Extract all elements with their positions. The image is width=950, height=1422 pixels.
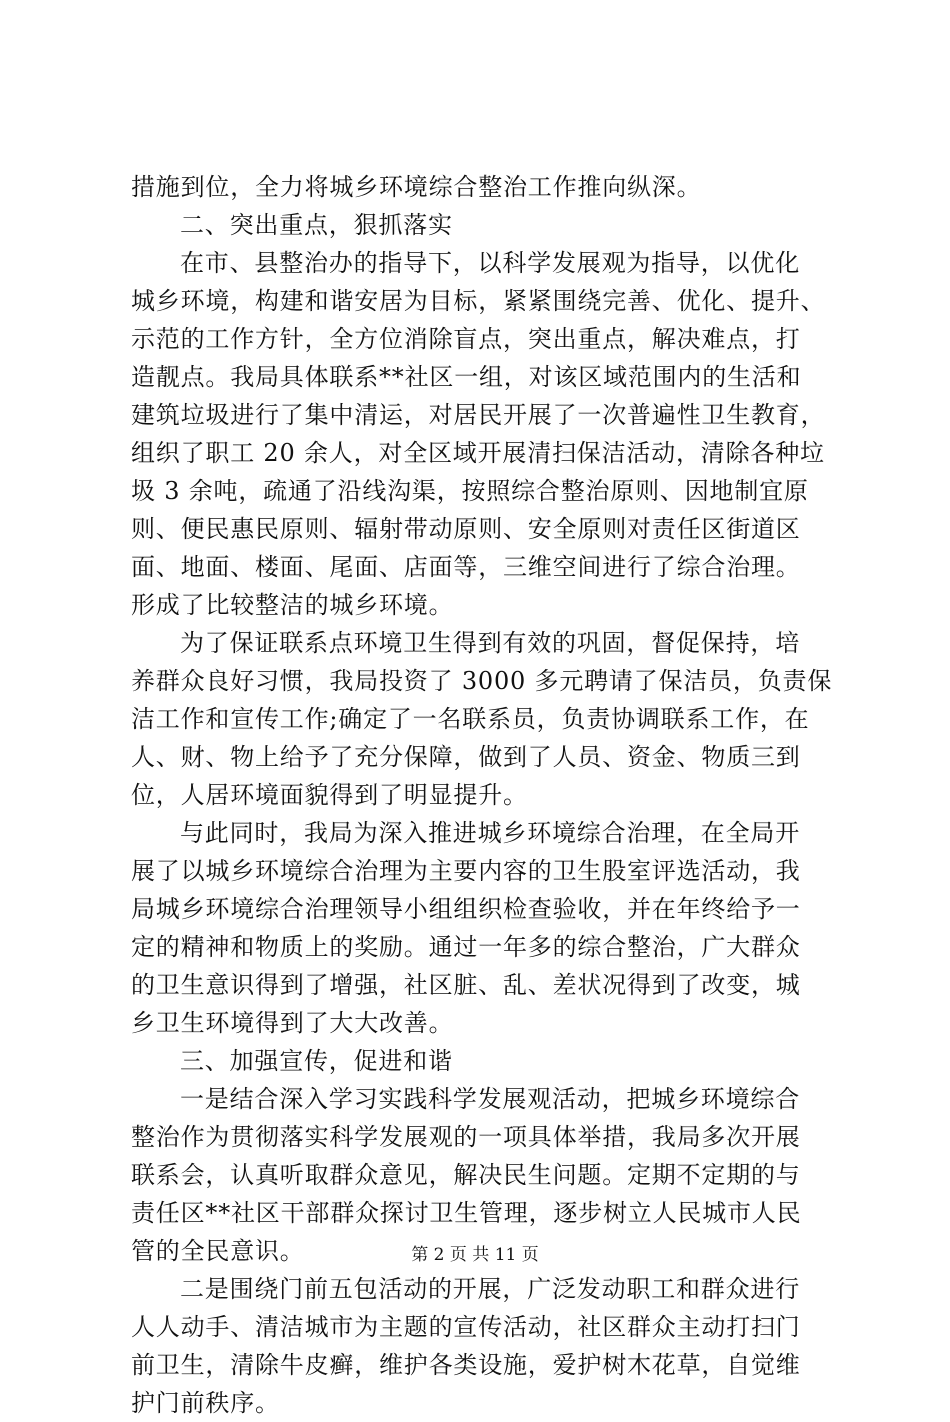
text-line: 联系会，认真听取群众意见，解决民生问题。定期不定期的与 <box>131 1161 801 1189</box>
text-line: 一是结合深入学习实践科学发展观活动，把城乡环境综合 <box>180 1085 800 1113</box>
text-line: 人、财、物上给予了充分保障，做到了人员、资金、物质三到 <box>131 743 801 771</box>
text-line: 人人动手、清洁城市为主题的宣传活动，社区群众主动打扫门 <box>131 1313 801 1341</box>
text-line: 的卫生意识得到了增强，社区脏、乱、差状况得到了改变，城 <box>131 971 801 999</box>
text-line: 面、地面、楼面、尾面、店面等，三维空间进行了综合治理。 <box>131 553 801 581</box>
text-line: 乡卫生环境得到了大大改善。 <box>131 1009 454 1037</box>
text-line: 建筑垃圾进行了集中清运，对居民开展了一次普遍性卫生教育， <box>131 401 826 429</box>
text-line: 造靓点。我局具体联系**社区一组，对该区域范围内的生活和 <box>131 363 802 391</box>
text-line: 二是围绕门前五包活动的开展，广泛发动职工和群众进行 <box>180 1275 800 1303</box>
text-line: 定的精神和物质上的奖励。通过一年多的综合整治，广大群众 <box>131 933 801 961</box>
text-line: 局城乡环境综合治理领导小组组织检查验收，并在年终给予一 <box>131 895 801 923</box>
text-line: 城乡环境，构建和谐安居为目标，紧紧围绕完善、优化、提升、 <box>131 287 826 315</box>
text-line: 形成了比较整洁的城乡环境。 <box>131 591 454 619</box>
text-line: 洁工作和宣传工作;确定了一名联系员，负责协调联系工作，在 <box>131 705 810 733</box>
page-footer: 第 2 页 共 11 页 <box>411 1245 539 1265</box>
text-line: 圾 3 余吨，疏通了沿线沟渠，按照综合整治原则、因地制宜原 <box>131 477 809 505</box>
text-line: 组织了职工 20 余人，对全区域开展清扫保洁活动，清除各种垃 <box>131 439 825 467</box>
text-line: 养群众良好习惯，我局投资了 3000 多元聘请了保洁员，负责保 <box>131 667 833 695</box>
text-line: 护门前秩序。 <box>131 1389 280 1417</box>
text-line: 责任区**社区干部群众探讨卫生管理，逐步树立人民城市人民 <box>131 1199 802 1227</box>
text-line: 前卫生，清除牛皮癣，维护各类设施，爱护树木花草，自觉维 <box>131 1351 801 1379</box>
text-line: 措施到位，全力将城乡环境综合整治工作推向纵深。 <box>131 173 702 201</box>
section-heading: 二、突出重点，狠抓落实 <box>180 211 453 239</box>
text-line: 示范的工作方针，全方位消除盲点，突出重点，解决难点，打 <box>131 325 801 353</box>
text-line: 管的全民意识。 <box>131 1237 305 1265</box>
text-line: 展了以城乡环境综合治理为主要内容的卫生股室评选活动，我 <box>131 857 801 885</box>
text-line: 与此同时，我局为深入推进城乡环境综合治理，在全局开 <box>180 819 800 847</box>
section-heading: 三、加强宣传，促进和谐 <box>180 1047 453 1075</box>
text-line: 位，人居环境面貌得到了明显提升。 <box>131 781 528 809</box>
text-line: 整治作为贯彻落实科学发展观的一项具体举措，我局多次开展 <box>131 1123 801 1151</box>
text-line: 在市、县整治办的指导下，以科学发展观为指导，以优化 <box>180 249 800 277</box>
text-line: 为了保证联系点环境卫生得到有效的巩固，督促保持，培 <box>180 629 800 657</box>
document-body <box>131 168 831 1422</box>
text-line: 则、便民惠民原则、辐射带动原则、安全原则对责任区街道区 <box>131 515 801 543</box>
